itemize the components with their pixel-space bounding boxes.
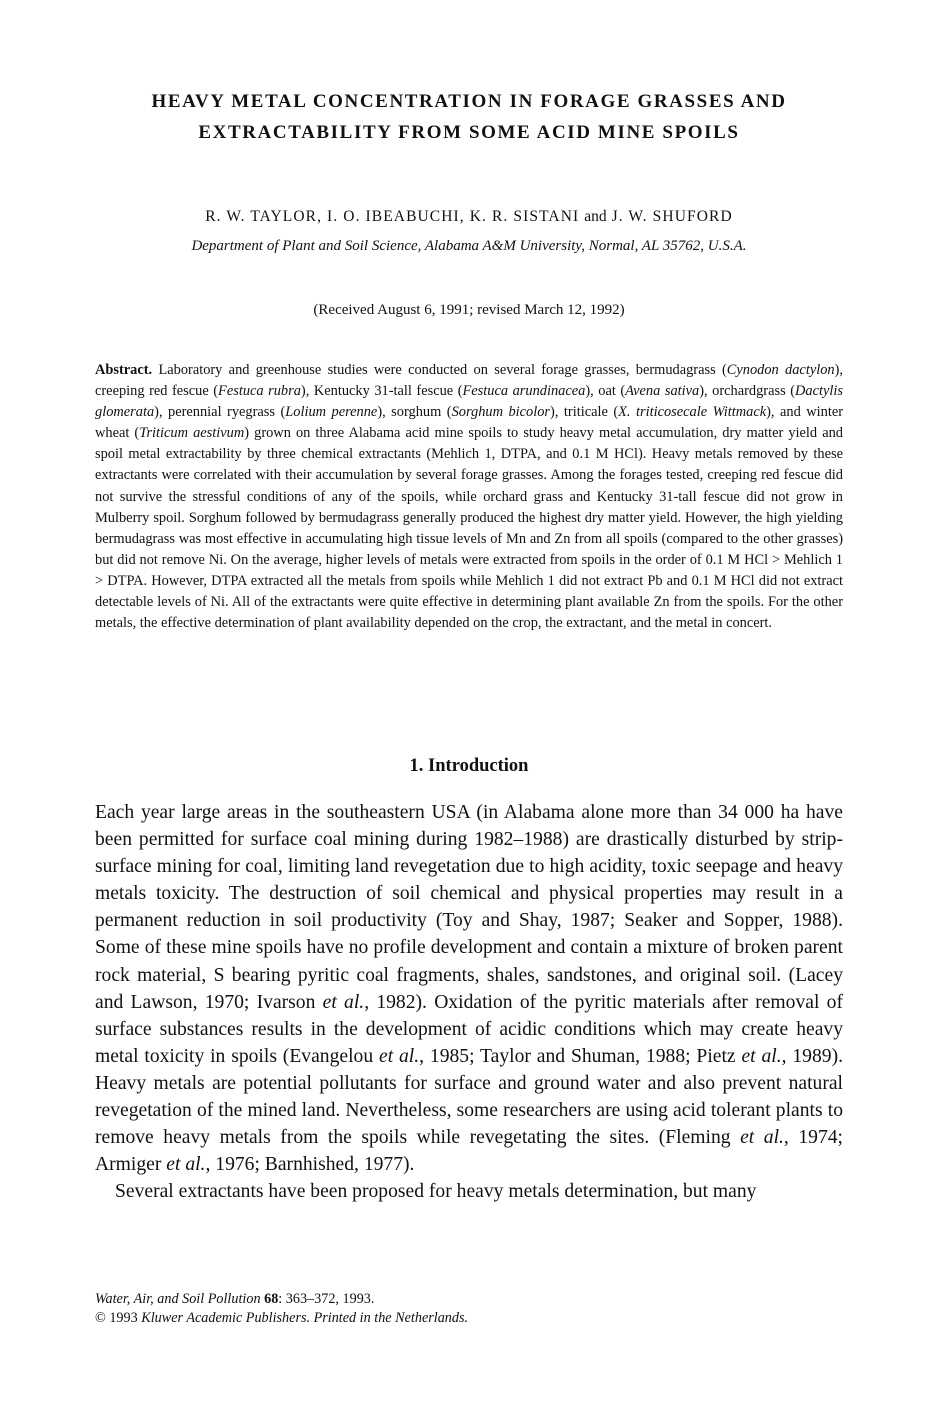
species-name: Festuca rubra	[218, 383, 301, 400]
paragraph-text: , 1974; Armiger	[95, 1127, 843, 1176]
abstract-text: ) grown on three Alabama acid mine spoils to study heavy metal accumulation, dry matter yield and spoil metal extractability by three chemical extractants (Mehlich 1, DTPA, and 0.1 M HCl). Heavy metals removed by these extractants were correlated with their accumulation by several forage grasses. Among the forages tested, creeping red fescue did not survive the stressful conditions of any of the spoils, while orchard grass and Kentucky 31-tall fescue did not grow in Mulberry spoil. Sorghum followed by bermudagrass generally produced the highest dry matter yield. However, the high yielding bermudagrass was most effective in accumulating high tissue levels of Mn and Zn from all spoils (compared to the other grasses) but did not remove Ni. On the average, higher levels of metals were extracted from spoils in the order of 0.1 M HCl > Mehlich 1 > DTPA. However, DTPA extracted all the metals from spoils while Mehlich 1 did not extract Pb and 0.1 M HCl did not extract detectable levels of Ni. All of the extractants were quite effective in determining plant available Zn from the spoils. For the other metals, the effective determination of plant availability depended on the crop, the extractant, and the metal in concert.	[95, 425, 843, 632]
journal-name: Water, Air, and Soil Pollution	[95, 1291, 261, 1307]
species-name: Triticum aestivum	[139, 425, 245, 442]
abstract-text: ), triticale (	[550, 404, 619, 421]
paragraph: Several extractants have been proposed for heavy metals determination, but many	[115, 1181, 757, 1203]
paragraph-text: , 1989). Heavy metals are potential pollutants for surface and ground water and also prevent natural revegetation of the mined land. Nevertheless, some researchers are using acid tolerant plants to remove heavy metals from the spoils while revegetating the sites. (Fleming	[95, 1045, 843, 1149]
page-footer	[95, 1290, 468, 1328]
abstract-text: ), perennial ryegrass (	[154, 404, 286, 421]
et-al: et al.	[741, 1045, 782, 1067]
journal-citation	[95, 1290, 468, 1309]
et-al: et al.	[379, 1045, 420, 1067]
author-list	[60, 208, 878, 226]
species-name: Dactylis glomerata	[95, 383, 843, 421]
species-name: Festuca arundinacea	[462, 383, 586, 400]
received-dates: (Received August 6, 1991; revised March 12, 1992)	[313, 302, 625, 318]
copyright-line	[95, 1309, 468, 1328]
section-heading: 1. Introduction	[409, 756, 529, 776]
et-al: et al.	[166, 1154, 206, 1176]
affiliation: Department of Plant and Soil Science, Alabama A&M University, Normal, AL 35762, U.S.A.	[191, 238, 747, 254]
abstract	[95, 360, 843, 634]
abstract-text: ), creeping red fescue (	[95, 362, 843, 400]
paragraph-text: , 1985; Taylor and Shuman, 1988; Pietz	[419, 1045, 742, 1067]
author-and: and	[584, 208, 607, 225]
abstract-text: Laboratory and greenhouse studies were conducted on several forage grasses, bermudagrass (	[152, 362, 727, 378]
et-al: et al.	[322, 991, 365, 1013]
journal-volume: 68	[264, 1291, 279, 1307]
copyright-year: 1993	[105, 1310, 142, 1326]
author-names-a: R. W. TAYLOR, I. O. IBEABUCHI, K. R. SISTANI	[205, 208, 580, 225]
species-name: Sorghum bicolor	[451, 404, 551, 421]
author-names-b: J. W. SHUFORD	[611, 208, 733, 225]
paragraph-text: , 1982). Oxidation of the pyritic materials after removal of surface substances results in the development of acidic conditions which may create heavy metal toxicity in spoils (Evangelou	[95, 991, 843, 1067]
abstract-text: ), Kentucky 31-tall fescue (	[300, 383, 463, 400]
paragraph	[95, 799, 843, 1178]
abstract-text: ), and winter wheat (	[95, 404, 844, 442]
et-al: et al.	[740, 1127, 784, 1149]
publisher: Kluwer Academic Publishers. Printed in the Netherlands.	[141, 1310, 469, 1326]
paragraph-text: Each year large areas in the southeastern USA (in Alabama alone more than 34 000 ha have been permitted for surface coal mining during 1982–1988) are drastically disturbed by strip-surface mining for coal, limiting land revegetation due to high acidity, toxic seepage and heavy metals toxicity. The destruction of soil chemical and physical properties may result in a permanent reduction in soil productivity (Toy and Shay, 1987; Seaker and Sopper, 1988). Some of these mine spoils have no profile development and contain a mixture of broken parent rock material, S bearing pyritic coal fragments, shales, sandstones, and original soil. (Lacey and Lawson, 1970; Ivarson	[95, 802, 843, 1013]
journal-pages: : 363–372, 1993.	[278, 1291, 375, 1307]
species-name: X. triticosecale Wittmack	[618, 404, 767, 421]
paper-title	[70, 86, 868, 148]
species-name: Cynodon dactylon	[726, 362, 835, 378]
paragraph-text: , 1976; Barnhished, 1977).	[205, 1154, 415, 1176]
introduction-body	[95, 799, 843, 1205]
species-name: Lolium perenne	[285, 404, 378, 421]
abstract-label: Abstract.	[95, 362, 153, 378]
species-name: Avena sativa	[625, 383, 700, 400]
abstract-text: ), oat (	[585, 383, 626, 400]
copyright-icon: ©	[95, 1310, 106, 1326]
abstract-text: ), sorghum (	[377, 404, 452, 421]
title-line-1: HEAVY METAL CONCENTRATION IN FORAGE GRASSES AND	[151, 91, 787, 112]
title-line-2: EXTRACTABILITY FROM SOME ACID MINE SPOILS	[198, 122, 740, 143]
abstract-text: ), orchardgrass (	[699, 383, 795, 400]
